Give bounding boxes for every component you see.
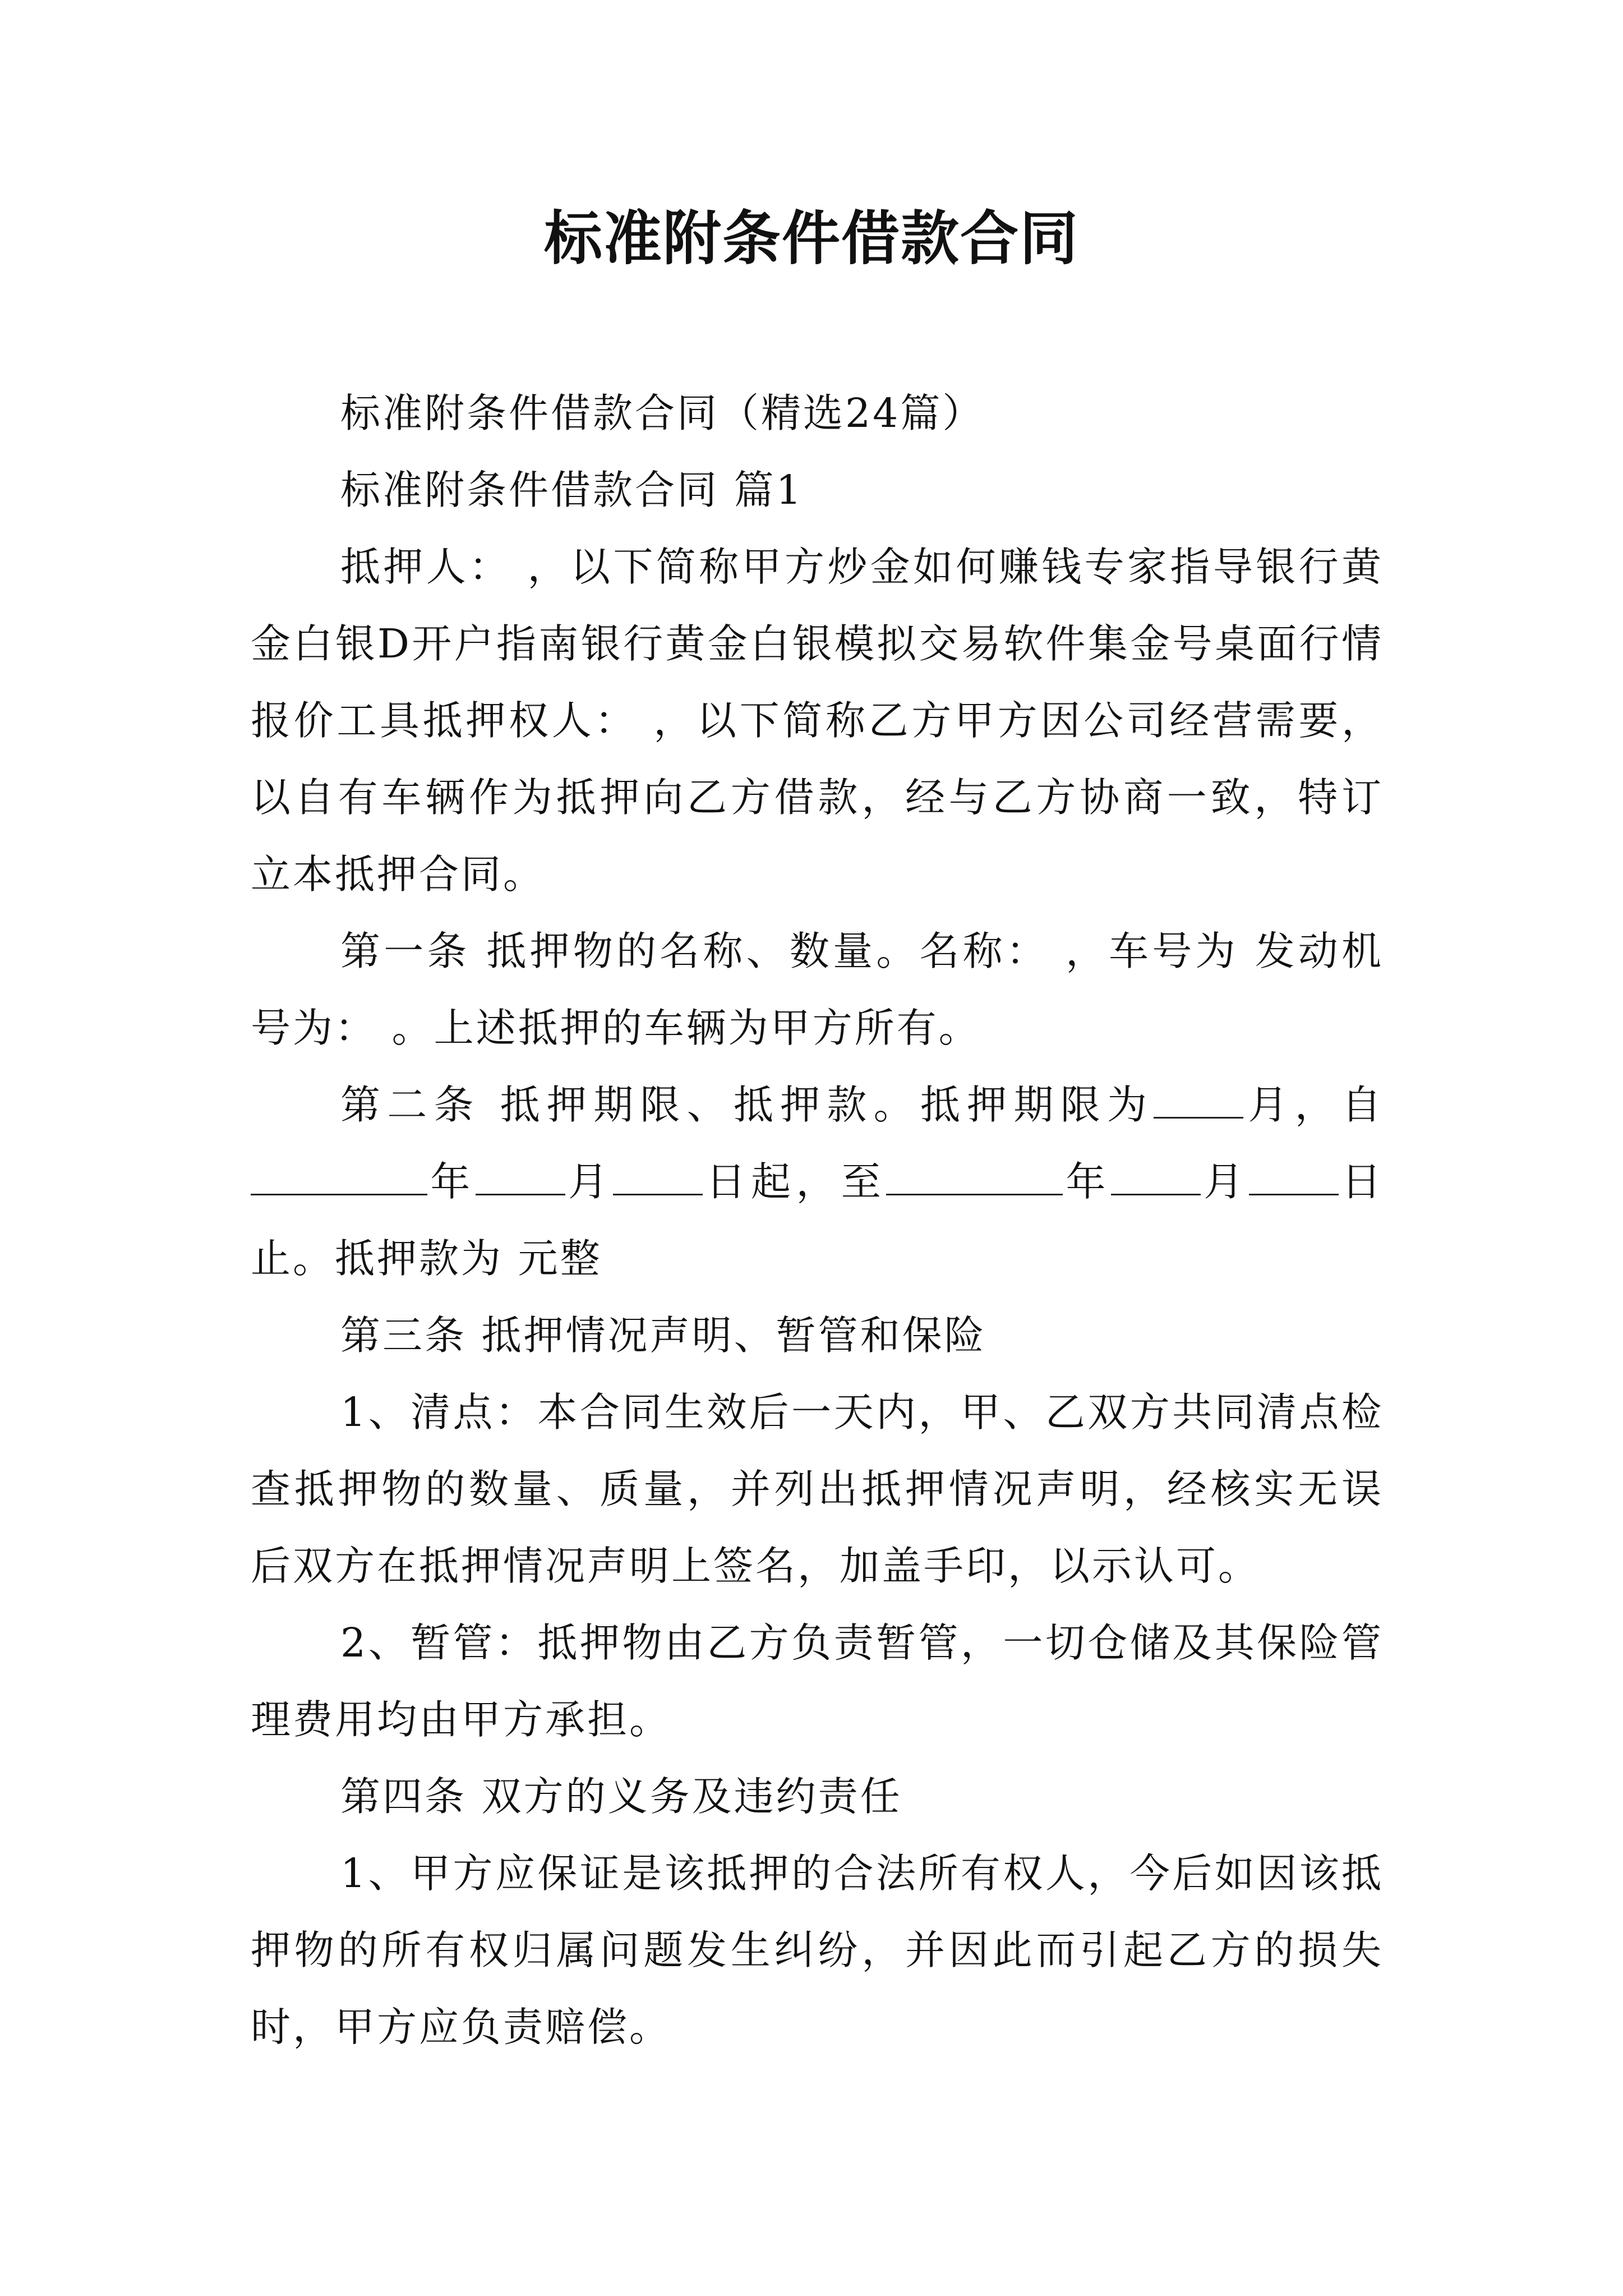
paragraph-article-4-item-1: 1、甲方应保证是该抵押的合法所有权人，今后如因该抵押物的所有权归属问题发生纠纷，并因此而引起乙方的损失时，甲方应负责赔偿。 <box>251 1850 1384 2050</box>
paragraph-subtitle: 标准附条件借款合同（精选24篇） <box>340 390 985 436</box>
article-2-text-e: 日起，至 <box>703 1158 887 1205</box>
paragraph-article-3-item-1: 1、清点：本合同生效后一天内，甲、乙双方共同清点检查抵押物的数量、质量，并列出抵押情况声明，经核实无误后双方在抵押情况声明上签名，加盖手印，以示认可。 <box>251 1389 1384 1589</box>
article-2-text-a: 第二条 抵押期限、抵押款。抵押期限为 <box>340 1082 1154 1128</box>
article-2-text-h: 日止。抵押款为 元整 <box>251 1158 1384 1282</box>
paragraph-parties: 抵押人： ，以下简称甲方炒金如何赚钱专家指导银行黄金白银D开户指南银行黄金白银模拟交易软件集金号桌面行情报价工具抵押权人： ，以下简称乙方甲方因公司经营需要，以自有车辆作为抵押向乙方借款，经与乙方协商一致，特订立本抵押合同。 <box>251 544 1384 898</box>
paragraph-article-2 <box>251 1066 1384 1297</box>
paragraph-article-3-item-2: 2、暂管：抵押物由乙方负责暂管，一切仓储及其保险管理费用均由甲方承担。 <box>251 1619 1384 1743</box>
document-body <box>251 375 1384 2065</box>
blank-line <box>886 1154 1063 1195</box>
blank-line <box>613 1154 703 1195</box>
blank-line <box>476 1154 565 1195</box>
paragraph-article-3-heading: 第三条 抵押情况声明、暂管和保险 <box>340 1312 986 1359</box>
article-2-text-d: 月 <box>565 1158 614 1205</box>
blank-line <box>1249 1154 1339 1195</box>
paragraph-section-heading: 标准附条件借款合同 篇1 <box>340 467 804 513</box>
paragraph-article-1: 第一条 抵押物的名称、数量。名称： ，车号为 发动机号为： 。上述抵押的车辆为甲方所有。 <box>251 928 1384 1051</box>
blank-line <box>1154 1078 1243 1119</box>
article-2-text-f: 年 <box>1063 1158 1111 1205</box>
document-title: 标准附条件借款合同 <box>543 204 1079 273</box>
paragraph-article-4-heading: 第四条 双方的义务及违约责任 <box>340 1773 902 1820</box>
article-2-text-g: 月 <box>1200 1158 1249 1205</box>
blank-line <box>251 1154 427 1195</box>
blank-line <box>1111 1154 1201 1195</box>
article-2-text-b: 月，自 <box>1243 1082 1384 1128</box>
article-2-text-c: 年 <box>427 1158 476 1205</box>
